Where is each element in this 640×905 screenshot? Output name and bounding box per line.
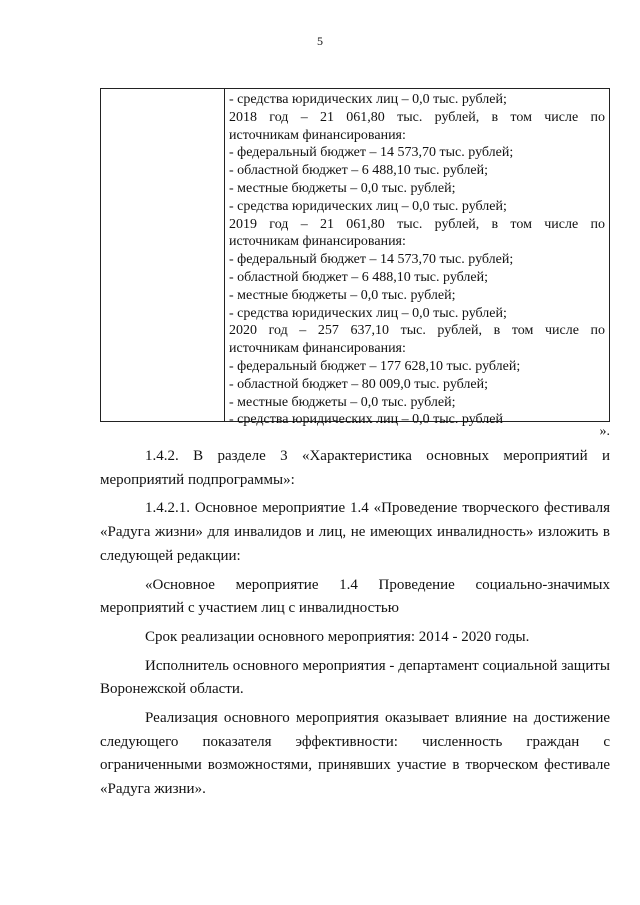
table-line: 2018 год – 21 061,80 тыс. рублей, в том числе по — [229, 109, 605, 125]
table-line: - средства юридических лиц – 0,0 тыс. рублей; — [229, 305, 507, 321]
table-line: - местные бюджеты – 0,0 тыс. рублей; — [229, 394, 456, 410]
table-line: - средства юридических лиц – 0,0 тыс. рублей; — [229, 198, 507, 214]
paragraph: 1.4.2. В разделе 3 «Характеристика основных мероприятий и мероприятий подпрограммы»: — [100, 448, 610, 488]
page-number: 5 — [317, 34, 323, 48]
paragraph: Срок реализации основного мероприятия: 2014 - 2020 годы. — [145, 628, 530, 645]
table-line: источникам финансирования: — [229, 234, 406, 250]
paragraph: Исполнитель основного мероприятия - департамент социальной защиты Воронежской области. — [100, 657, 610, 698]
table-left-cell — [101, 89, 225, 421]
financing-table — [100, 88, 610, 428]
table-line: - областной бюджет – 80 009,0 тыс. рублей; — [229, 376, 488, 392]
table-line: - федеральный бюджет – 14 573,70 тыс. рублей; — [229, 145, 514, 161]
document-body — [100, 445, 610, 802]
paragraph: «Основное мероприятие 1.4 Проведение социально-значимых мероприятий с участием лиц с инвалидностью — [100, 576, 610, 617]
table-line: - средства юридических лиц – 0,0 тыс. рублей — [229, 412, 503, 428]
table-line: 2019 год – 21 061,80 тыс. рублей, в том числе по — [229, 216, 605, 232]
table-line: - местные бюджеты – 0,0 тыс. рублей; — [229, 287, 456, 303]
table-line: - федеральный бюджет – 14 573,70 тыс. рублей; — [229, 252, 514, 268]
paragraph: 1.4.2.1. Основное мероприятие 1.4 «Проведение творческого фестиваля «Радуга жизни» для инвалидов и лиц, не имеющих инвалидность» изложить в следующей редакции: — [100, 500, 610, 564]
table-line: - местные бюджеты – 0,0 тыс. рублей; — [229, 180, 456, 196]
table-line: источникам финансирования: — [229, 127, 406, 143]
table-line: - областной бюджет – 6 488,10 тыс. рублей; — [229, 163, 488, 179]
table-line: 2020 год – 257 637,10 тыс. рублей, в том числе по — [229, 323, 605, 339]
table-line: источникам финансирования: — [229, 341, 406, 357]
table-line: - федеральный бюджет – 177 628,10 тыс. рублей; — [229, 358, 521, 374]
table-line: - областной бюджет – 6 488,10 тыс. рублей; — [229, 269, 488, 285]
table-line: - средства юридических лиц – 0,0 тыс. рублей; — [229, 92, 507, 107]
table-right-cell — [229, 91, 605, 429]
table-closing-quote: ». — [599, 424, 610, 439]
paragraph: Реализация основного мероприятия оказывает влияние на достижение следующего показателя эффективности: численность граждан с ограниченными возможностями, принявших участие в творческом фестивале «Радуга жизни». — [100, 710, 610, 798]
